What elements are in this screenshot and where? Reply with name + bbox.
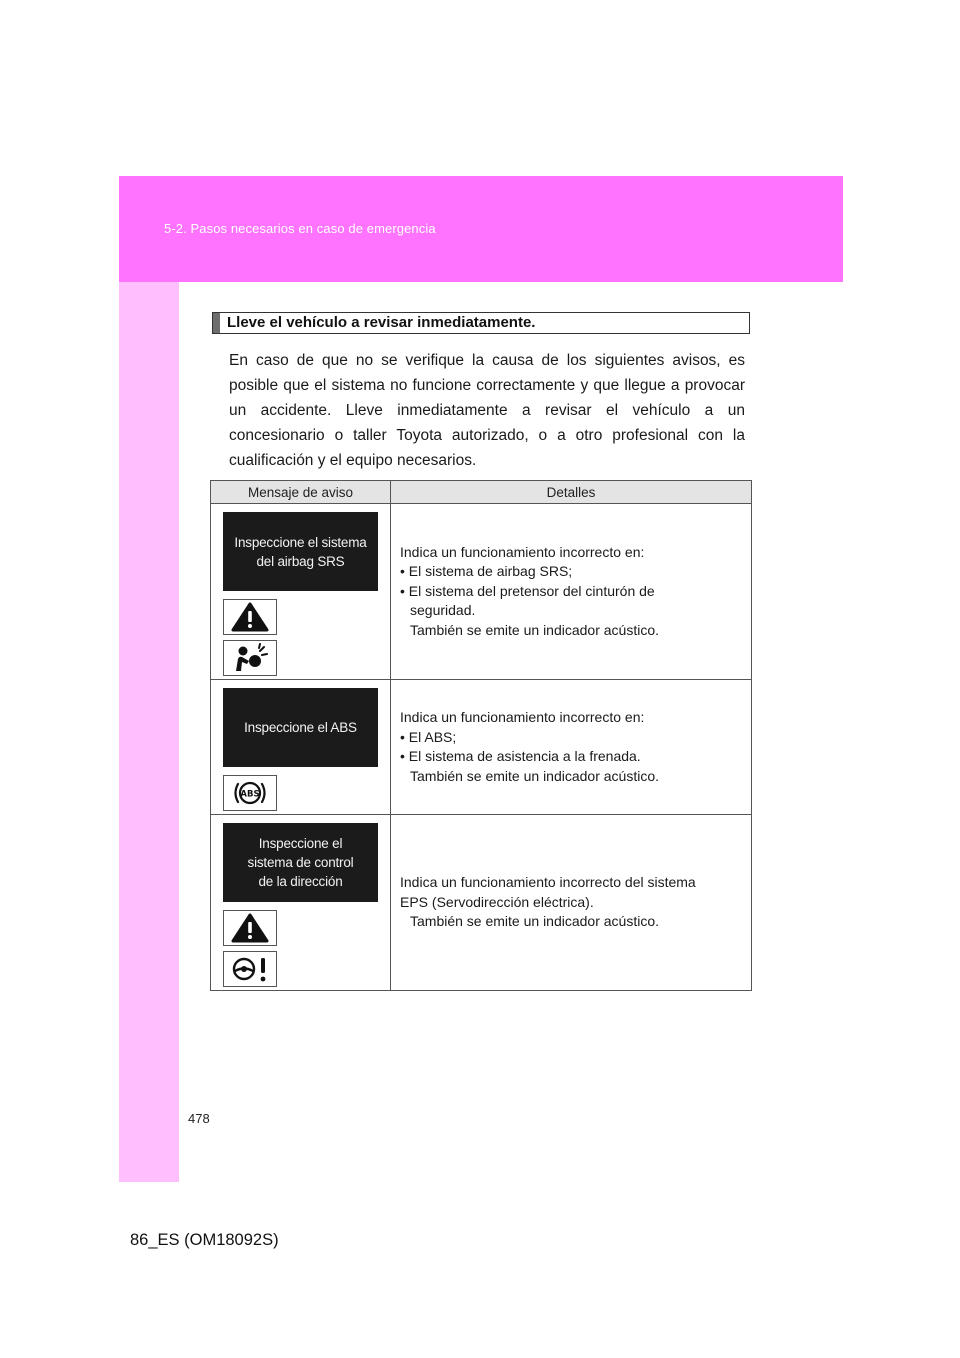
table-row bbox=[211, 680, 752, 815]
detail-line: Indica un funcionamiento incorrecto en: bbox=[400, 543, 645, 560]
details-cell bbox=[391, 815, 752, 991]
section-title: 5-2. Pasos necesarios en caso de emergencia bbox=[164, 221, 436, 236]
airbag-icon bbox=[223, 640, 277, 676]
abs-icon bbox=[223, 775, 277, 811]
detail-line: Indica un funcionamiento incorrecto en: bbox=[400, 709, 645, 725]
heading-text: Lleve el vehículo a revisar inmediatamente. bbox=[227, 314, 536, 331]
warning-screen: Inspeccione el sistema de control de la dirección bbox=[223, 823, 378, 902]
detail-line: EPS (Servodirección eléctrica). bbox=[400, 893, 594, 910]
warning-screen: Inspeccione el sistema del airbag SRS bbox=[223, 512, 378, 591]
table-header-row bbox=[211, 481, 752, 504]
steering-warning-icon bbox=[223, 951, 277, 987]
detail-line: También se emite un indicador acústico. bbox=[410, 913, 660, 930]
detail-line: • El sistema de asistencia a la frenada. bbox=[400, 748, 641, 764]
message-cell bbox=[211, 815, 391, 991]
heading-marker bbox=[213, 313, 220, 333]
detail-line: También se emite un indicador acústico. bbox=[410, 767, 660, 784]
side-band bbox=[119, 282, 179, 1182]
column-header-message: Mensaje de aviso bbox=[211, 481, 391, 504]
column-header-details: Detalles bbox=[391, 481, 752, 504]
warning-triangle-icon bbox=[223, 910, 277, 946]
warning-triangle-icon bbox=[223, 599, 277, 635]
warning-table bbox=[210, 480, 752, 991]
detail-line: • El sistema del pretensor del cinturón de bbox=[400, 582, 655, 599]
heading-box bbox=[212, 312, 750, 334]
detail-line: seguridad. bbox=[410, 602, 476, 619]
abs-icon-text: ABS bbox=[240, 789, 260, 800]
detail-line: • El sistema de airbag SRS; bbox=[400, 563, 573, 580]
details-cell bbox=[391, 504, 752, 680]
intro-paragraph: En caso de que no se verifique la causa de los siguientes avisos, es posible que el sistema no funcione correctamente y que llegue a provocar un accidente. Lleve inmediatamente a revisar el vehículo a un concesionario o taller Toyota autorizado, o a otro profesional con la cualificación y el equipo necesarios. bbox=[229, 352, 745, 469]
table-row bbox=[211, 504, 752, 680]
detail-line: También se emite un indicador acústico. bbox=[410, 621, 660, 638]
message-cell bbox=[211, 504, 391, 680]
detail-line: • El ABS; bbox=[400, 728, 457, 745]
table-row bbox=[211, 815, 752, 991]
page-number: 478 bbox=[188, 1111, 210, 1126]
details-cell bbox=[391, 680, 752, 815]
message-cell bbox=[211, 680, 391, 815]
warning-screen: Inspeccione el ABS bbox=[223, 688, 378, 767]
document-code: 86_ES (OM18092S) bbox=[130, 1231, 279, 1249]
detail-line: Indica un funcionamiento incorrecto del sistema bbox=[400, 874, 696, 891]
